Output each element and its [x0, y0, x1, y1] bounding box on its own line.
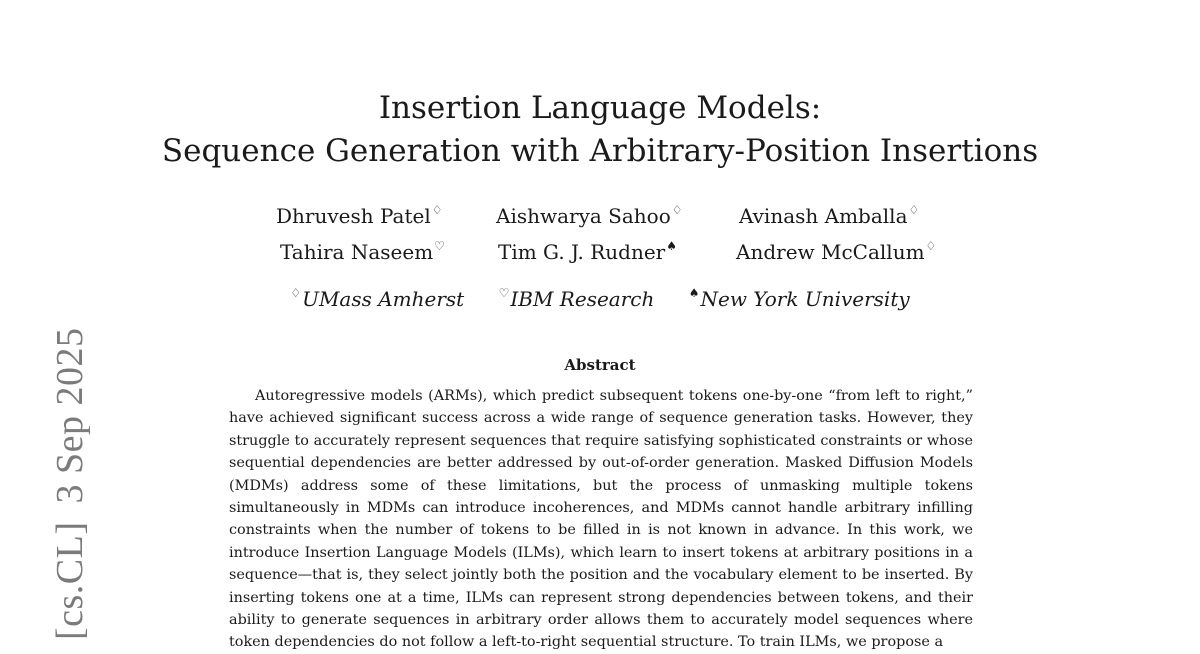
affiliation-mark: ♢	[908, 203, 920, 217]
author	[498, 233, 677, 265]
affiliation	[499, 287, 655, 311]
affiliation-name: IBM Research	[510, 287, 655, 311]
affiliation	[689, 287, 910, 311]
author	[276, 197, 443, 229]
arxiv-date: 3 Sep 2025	[49, 327, 91, 504]
author	[280, 233, 445, 265]
affiliation-mark: ♡	[434, 239, 445, 253]
abstract-heading: Abstract	[564, 356, 636, 374]
affiliation-mark: ♢	[431, 203, 443, 217]
affiliation	[290, 287, 464, 311]
author	[736, 233, 936, 265]
affiliation-mark: ♢	[290, 286, 302, 300]
author	[496, 197, 683, 229]
affiliation-name: New York University	[700, 287, 910, 311]
paper-title-line-2: Sequence Generation with Arbitrary-Position Insertions	[161, 133, 1039, 169]
affiliation-mark: ♠	[666, 239, 678, 253]
affiliation-mark: ♢	[925, 239, 937, 253]
paper-title-line-1: Insertion Language Models:	[378, 90, 822, 126]
author-name: Tahira Naseem	[280, 240, 434, 264]
author	[739, 197, 919, 229]
author-name: Avinash Amballa	[739, 204, 908, 228]
author-name: Aishwarya Sahoo	[496, 204, 671, 228]
abstract-text: Autoregressive models (ARMs), which predict subsequent tokens one-by-one “from left to right,” have achieved significant success across a wide range of sequence generation tasks. However, they struggle to accurately represent sequences that require satisfying sophisticated constraints or whose sequential dependencies are better addressed by out-of-order generation. Masked Diffusion Models (MDMs) address some of these limitations, but the process of unmasking multiple tokens simultaneously in MDMs can introduce incoherences, and MDMs cannot handle arbitrary infilling constraints when the number of tokens to be filled in is not known in advance. In this work, we introduce Insertion Language Models (ILMs), which learn to insert tokens at arbitrary positions in a sequence—that is, they select jointly both the position and the vocabulary element to be inserted. By inserting tokens one at a time, ILMs can represent strong dependencies between tokens, and their ability to generate sequences in arbitrary order allows them to accurately model sequences where token dependencies do not follow a left-to-right sequential structure. To train ILMs, we propose a	[229, 388, 973, 651]
affiliation-list	[0, 280, 1200, 312]
author-name: Tim G. J. Rudner	[498, 240, 666, 264]
arxiv-category: [cs.CL]	[49, 521, 91, 640]
author-name: Dhruvesh Patel	[276, 204, 431, 228]
affiliation-mark: ♢	[671, 203, 683, 217]
author-name: Andrew McCallum	[736, 240, 925, 264]
affiliation-mark: ♡	[498, 286, 510, 300]
affiliation-mark: ♠	[688, 286, 700, 300]
arxiv-stamp	[48, 327, 92, 640]
affiliation-name: UMass Amherst	[302, 287, 465, 311]
